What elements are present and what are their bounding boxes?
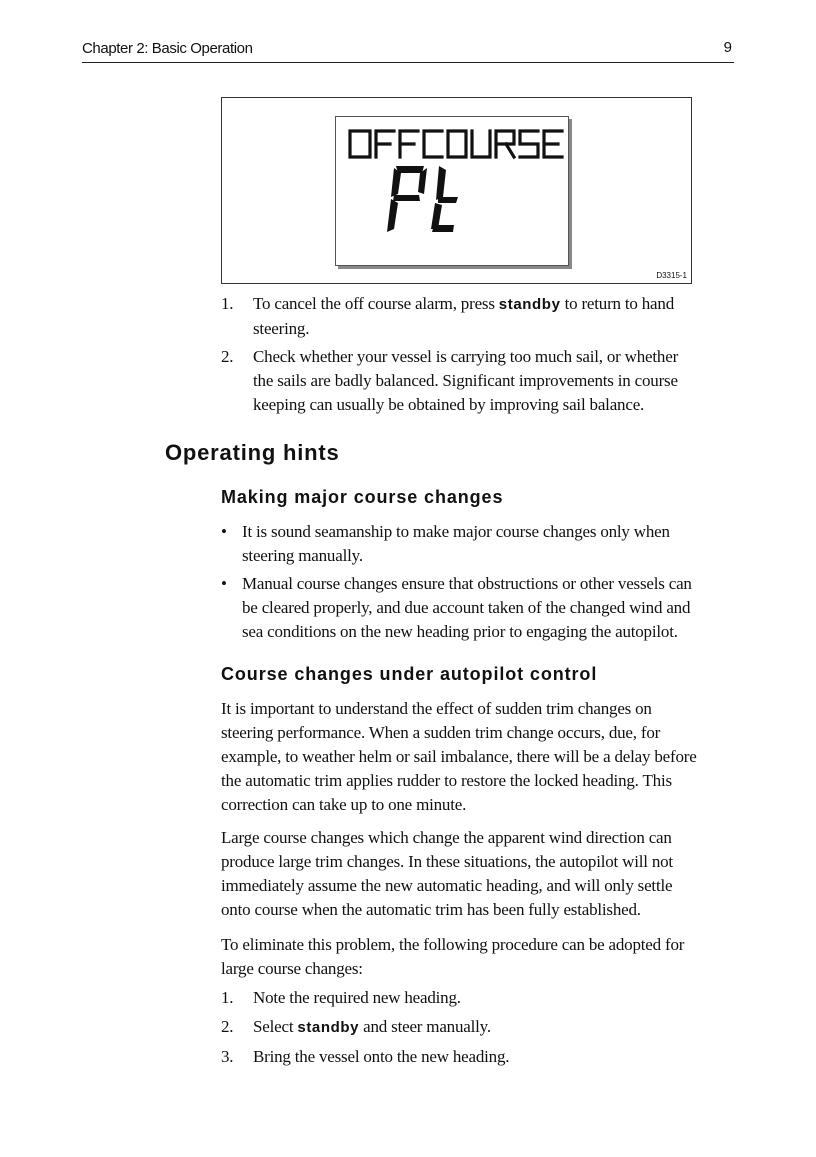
section-heading: Operating hints: [165, 440, 340, 465]
step-number: 3.: [221, 1047, 234, 1066]
text-line: To eliminate this problem, the following procedure can be adopted for: [221, 935, 685, 954]
step-text: Select: [253, 1017, 298, 1036]
list-item: [221, 1015, 741, 1040]
text-line: It is important to understand the effect of sudden trim changes on: [221, 699, 652, 718]
text-line: the automatic trim applies rudder to restore the locked heading. This: [221, 771, 672, 790]
hints-bullets: [221, 520, 741, 644]
bullet-icon: •: [221, 522, 227, 541]
bullet-text: sea conditions on the new heading prior to engaging the autopilot.: [242, 622, 678, 641]
step-text: the sails are badly balanced. Significant improvements in course: [253, 371, 678, 390]
alarm-steps: [221, 292, 741, 417]
text-line: correction can take up to one minute.: [221, 795, 467, 814]
keyword-standby: standby: [297, 1019, 360, 1036]
text-line: large course changes:: [221, 959, 363, 978]
list-item: [221, 1045, 741, 1069]
list-item: [221, 520, 741, 568]
display-figure: [221, 97, 692, 284]
step-text: steering.: [253, 319, 310, 338]
bullet-text: be cleared properly, and due account taken of the changed wind and: [242, 598, 691, 617]
subheading-autopilot-control: Course changes under autopilot control: [221, 664, 598, 684]
paragraph-procedure: [221, 933, 741, 981]
text-line: immediately assume the new automatic heading, and will only settle: [221, 876, 673, 895]
lcd-display: [335, 116, 569, 266]
text-line: onto course when the automatic trim has been fully established.: [221, 900, 641, 919]
running-header: [82, 38, 734, 63]
subheading-major-changes: Making major course changes: [221, 487, 504, 507]
step-number: 2.: [221, 1017, 234, 1036]
chapter-title: Chapter 2: Basic Operation: [82, 40, 253, 57]
page-number: 9: [723, 39, 732, 56]
lcd-line2-segments: [387, 166, 458, 232]
list-item: [221, 345, 741, 417]
step-text: keeping can usually be obtained by improving sail balance.: [253, 395, 645, 414]
procedure-steps: [221, 986, 741, 1069]
step-text: To cancel the off course alarm, press: [253, 294, 499, 313]
step-text: Bring the vessel onto the new heading.: [253, 1047, 510, 1066]
step-text: to return to hand: [560, 294, 674, 313]
step-text: Note the required new heading.: [253, 988, 461, 1007]
list-item: [221, 572, 741, 644]
text-line: produce large trim changes. In these situations, the autopilot will not: [221, 852, 673, 871]
step-number: 1.: [221, 988, 234, 1007]
bullet-text: steering manually.: [242, 546, 363, 565]
paragraph-large-course-changes: [221, 826, 741, 922]
text-line: example, to weather helm or sail imbalance, there will be a delay before: [221, 747, 697, 766]
step-number: 1.: [221, 294, 234, 313]
keyword-standby: standby: [498, 296, 561, 313]
list-item: [221, 986, 741, 1010]
text-line: steering performance. When a sudden trim change occurs, due, for: [221, 723, 661, 742]
step-text: and steer manually.: [359, 1017, 491, 1036]
step-number: 2.: [221, 347, 234, 366]
step-text: Check whether your vessel is carrying too much sail, or whether: [253, 347, 679, 366]
list-item: [221, 292, 741, 341]
lcd-line1-segments: [350, 131, 562, 157]
text-line: Large course changes which change the apparent wind direction can: [221, 828, 672, 847]
paragraph-trim-changes: [221, 697, 741, 817]
bullet-text: It is sound seamanship to make major course changes only when: [242, 522, 670, 541]
bullet-text: Manual course changes ensure that obstructions or other vessels can: [242, 574, 692, 593]
bullet-icon: •: [221, 574, 227, 593]
figure-code: D3315-1: [656, 271, 687, 280]
lcd-segments: [336, 117, 568, 265]
